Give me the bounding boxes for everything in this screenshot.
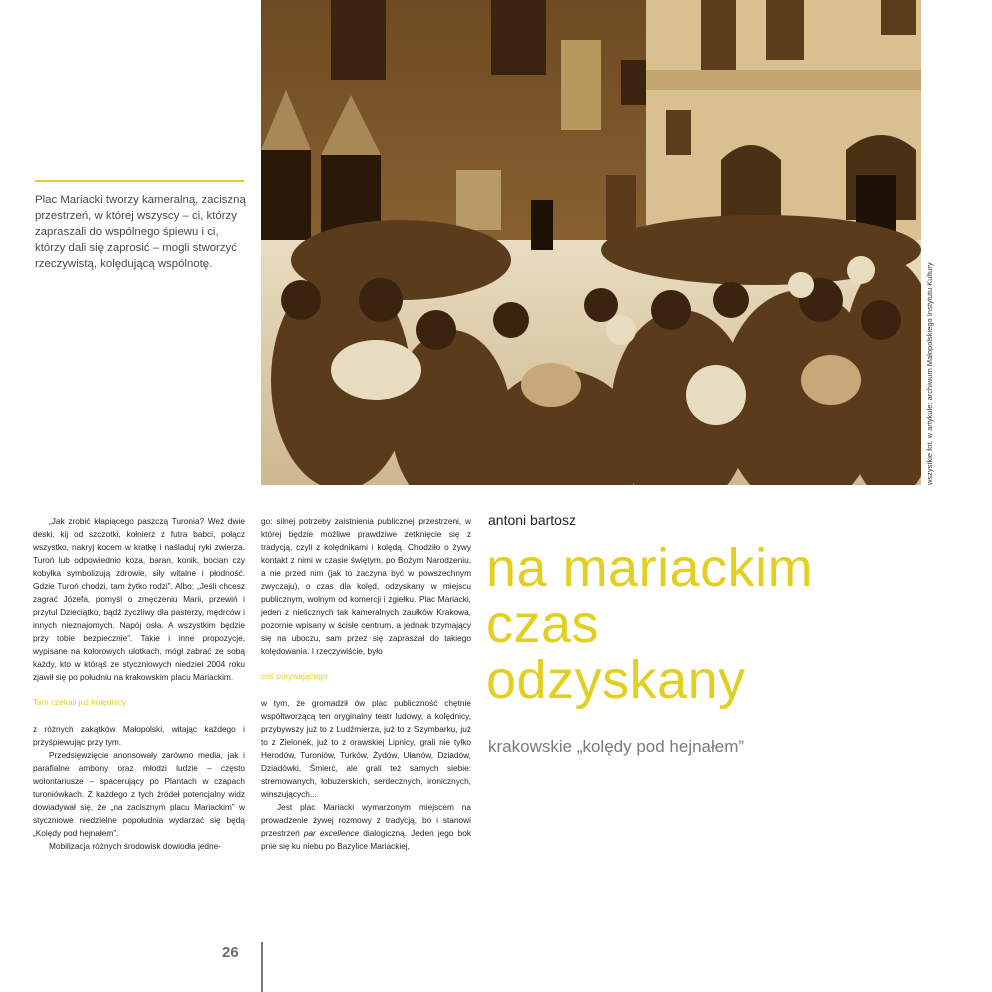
article-column-2 <box>261 515 471 853</box>
photo-credit: wszystkie fot. w artykule: archiwum Małopolskiego Instytutu Kultury <box>925 262 934 485</box>
paragraph: Mobilizacja różnych środowisk dowiodła jedne- <box>49 841 222 851</box>
article-author: antoni bartosz <box>488 512 576 528</box>
paragraph: w tym, że gromadził ów plac publiczność chętnie współtworzącą ten oryginalny teatr ludowy, a kolędnicy, przybywszy już to z Ludźmierza, już to z Szymbarku, już to z Zielonek, już to z orawskiej Lipnicy, grali nie tylko Herodów, Turoniów, Turków, Żydów, Ułanów, Dziadów, Dziadówki, Śmierć, ale grali też samych siebie: stremowanych, łobuzerskich, serdecznych, ironicznych, winszujących... <box>261 698 471 799</box>
article-column-1 <box>33 515 245 853</box>
pull-quote-rule <box>35 180 244 182</box>
paragraph: go: silnej potrzeby zaistnienia publicznej przestrzeni, w której będzie możliwe prawdziwe zetknięcie się z tradycją, czyli z kolędnikami i kolędą. Chodziło o żywy kontakt z nimi w czasie świętym, po Bożym Narodzeniu, a nie przed nim (jak to zaczyna być w powszechnym zwyczaju), o czas dla kolęd, odzyskany w miejscu publicznym, wolnym od komercji i zgiełku. Plac Mariacki, jeden z nielicznych tak kameralnych zaułków Krakowa, pozornie wpisany w ścisłe centrum, a jednak trzymający się na uboczu, sam przez się zapraszał do takiego kolędowania. I rzeczywiście, było <box>261 516 471 656</box>
title-line: czas <box>486 594 600 654</box>
pull-quote: Plac Mariacki tworzy kameralną, zaciszną przestrzeń, w której wszyscy – ci, którzy zapraszali do wspólnego śpiewu i ci, którzy dali się zaprosić – mogli stworzyć rzeczywistą, kolędującą wspólnotę. <box>35 194 246 270</box>
paragraph: Przedsięwzięcie anonsowały zarówno media, jak i parafialne ambony oraz młodzi ludzie – często wolontariusze – spacerujący po Plantach w czapach turoniówkach. Z każdego z tych źródeł potencjalny widz dowiadywał się, że „na zacisznym placu Mariackim” w styczniowe niedzielne popołudnia wydarzać się będą „Kolędy pod hejnałem”. <box>33 750 245 838</box>
page-number: 26 <box>222 944 239 961</box>
paragraph: „Jak zrobić kłapiącego paszczą Turonia? Weź dwie deski, kij od szczotki, kołnierz z futra babci, połącz wszystko, nakryj kocem w kratkę i naśladuj ryki zwierza. Turoń lub odpowiednio koza, baran, konik, bocian czy kobyłka symbolizują zdrowie, siły witalne i płodność. Gdzie Turoń chodzi, tam żytko rodzi”. Albo: „Jeśli chcesz zagrać Józefa, pomyśl o zmęczeniu Marii, przewiń i przytul Dzieciątko, bądź życzliwy dla pasterzy, mędrców i innych nieznajomych. Napój osła. A wszystkim będzie przy tobie bezpiecznie”. Takie i inne propozycje, wypisane na kolorowych ulotkach, mógł zabrać ze sobą każdy, kto w którąś ze styczniowych niedziel 2004 roku zjawił się po południu na krakowskim placu Mariackim. <box>33 516 245 682</box>
paragraph: z różnych zakątków Małopolski, witając każdego i przyśpiewując przy tym. <box>33 724 245 747</box>
subheading: Tam czekali już kolędnicy <box>33 697 127 707</box>
article-subtitle: krakowskie „kolędy pod hejnałem” <box>488 737 745 756</box>
page-number-rule <box>261 942 263 992</box>
article-title <box>486 540 926 708</box>
subheading: coś porywającego <box>261 671 328 681</box>
title-line: odzyskany <box>486 650 746 710</box>
paragraph: Jest plac Mariacki wymarzonym miejscem na prowadzenie żywej rozmowy z tradycją, bo i stanowi przestrzeń par excellence dialogiczną. Jeden jego bok pnie się ku niebu po Bazylice Mariackiej, <box>261 802 471 851</box>
article-photo <box>261 0 921 485</box>
title-line: na mariackim <box>486 538 814 598</box>
